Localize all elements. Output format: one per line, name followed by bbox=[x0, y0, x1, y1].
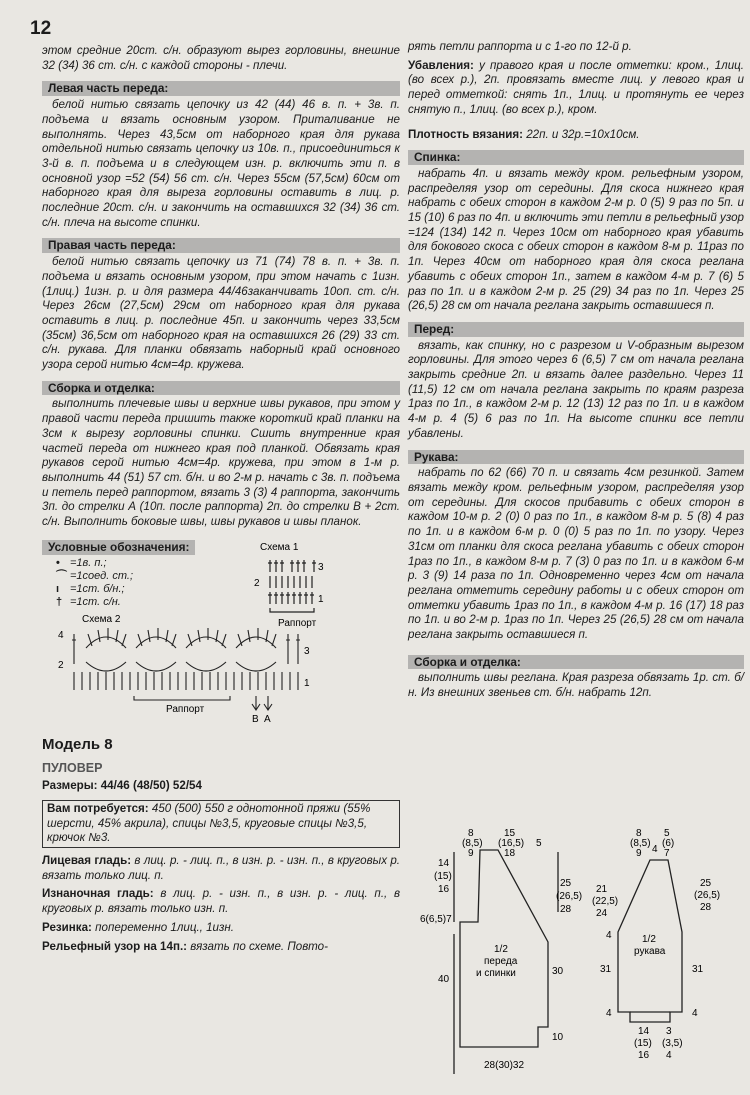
sleeve-bottom-a: 14 bbox=[638, 1026, 650, 1037]
page-number: 12 bbox=[30, 18, 52, 39]
legend-and-schemes bbox=[42, 534, 400, 734]
scheme-1-row-1: 1 bbox=[318, 593, 324, 605]
sleeve-bottom-a3: 16 bbox=[638, 1050, 650, 1061]
scheme-2-title: Схема 2 bbox=[82, 613, 121, 625]
sleeve-left-a: 21 bbox=[596, 884, 608, 895]
model-title: Модель 8 bbox=[42, 735, 113, 753]
body-right-c: 10 bbox=[552, 1032, 564, 1043]
scheme-2-row-4: 4 bbox=[58, 629, 64, 641]
sleeve-top-a3: 9 bbox=[636, 848, 642, 859]
term-text: в лиц. р. - лиц. п., в изн. р. - изн. п., в круговых р. вязать только лиц. п. bbox=[42, 854, 400, 882]
body-top-b3: 18 bbox=[504, 848, 516, 859]
intro-text: этом средние 20ст. с/н. образуют вырез горловины, внешние 32 (34) 36 ст. с/н. с каждой стороны - плечи. bbox=[42, 44, 400, 72]
sleeve-top-c3: 7 bbox=[664, 848, 670, 859]
sleeve-bottom-b3: 4 bbox=[666, 1050, 672, 1061]
legend-text: =1в. п.; bbox=[70, 556, 107, 569]
right-front-text: белой нитью связать цепочку из 71 (74) 78 в. п. + 3в. п. подъема и вязать основным узором, при этом начать с 1изн. (1лиц.) 1изн. р. и для размера 44/46заканчивать 10оп. ст. с/н. Через 26см (27,5см) 29см от наборного края для рукава оставить в лиц. р. последние 45п. и закончить через 33,5см (35см) 36,5см от наборного края на оставшихся 26 (29) 33 ст. с/н. рукава. Для планки обвязать наборный край основного узора серой нитью 4см=4р. кружева. bbox=[42, 255, 400, 372]
term-text: попеременно 1лиц., 1изн. bbox=[95, 920, 234, 934]
right-column bbox=[408, 40, 744, 705]
right-front-heading: Правая часть переда: bbox=[42, 238, 400, 253]
body-center-3: и спинки bbox=[476, 968, 516, 979]
legend-symbol: ⌒ bbox=[56, 569, 67, 582]
legend-symbol: † bbox=[56, 595, 63, 608]
term-item bbox=[42, 940, 400, 955]
left-front-text: белой нитью связать цепочку из 42 (44) 46 в. п. + 3в. п. подъема и вязать основным узором. Приталивание не выполнять. Через 43,5см от наборного края для рукава отдельной нитью связать цепочку из 10в. п., присоединиться к 3-й в. п. подъема и в следующем изн. р. включить эти п. в основной узор =52 (54) 56 ст. с/н. Через 55см (57,5см) 60см от наборного края для выреза горловины оставить в лиц. р. последние 20ст. с/н. и закончить на оставшихся 32 (34) 36 ст. с/н. плеча на высоте спинки. bbox=[42, 98, 400, 229]
sleeve-top-c: 5 bbox=[664, 828, 670, 839]
left-column bbox=[42, 44, 400, 958]
scheme-2-row-1: 1 bbox=[304, 677, 310, 689]
body-center-1: 1/2 bbox=[494, 944, 508, 955]
decreases-paragraph bbox=[408, 59, 744, 118]
legend-symbol: ı bbox=[56, 582, 60, 595]
sleeves-text: набрать по 62 (66) 70 п. и связать 4см резинкой. Затем вязать между кром. рельефным узором, распределяя узор от середины. Для скосов прибавить с обеих сторон в каждом 10-м р. 2 (0) 0 раз по 1п., в каждом 8-м р. 5 (8) 4 раз по 1п. и в каждом 6-м р. 0 (0) 5 раз по 1п. по узору. Через 31см от планки для скоса реглана убавить с обеих сторон 1раз по 1п., в каждом 8-м р. 7 (3) 0 раз по 1п. и в каждом 6-м р. 3 (9) 14 раза по 1п. Одновременно через 4см от начала реглана отметить середину работы и с обеих сторон от отметки убавить 1раз по 1п., в каждом 4-м р. 16 (17) 18 раз по 1п. и во 2-м р. 1раз по 1п. Через 25 (26,5) 28 см от начала реглана закрыть оставшиеся п. bbox=[408, 466, 744, 642]
legend-text: =1ст. с/н. bbox=[70, 595, 121, 608]
sleeve-pattern-diagram bbox=[592, 822, 742, 1084]
sleeve-right-c: 4 bbox=[692, 1008, 698, 1019]
materials-label: Вам потребуется: bbox=[47, 801, 149, 815]
scheme-2-repeat-label: Раппорт bbox=[166, 703, 205, 715]
body-left-a2: (15) bbox=[434, 871, 452, 882]
body-left-b: 6(6,5)7 bbox=[420, 914, 452, 925]
legend-text: =1ст. б/н.; bbox=[70, 582, 125, 595]
sleeve-right-b: 31 bbox=[692, 964, 704, 975]
scheme-2-arrow-b: B bbox=[252, 713, 259, 725]
scheme-1-row-2: 2 bbox=[254, 577, 260, 589]
sleeve-right-a: 25 bbox=[700, 878, 712, 889]
scheme-2-arrow-a: A bbox=[264, 713, 271, 725]
term-label: Резинка: bbox=[42, 920, 92, 934]
term-text: вязать по схеме. Повто- bbox=[190, 939, 328, 953]
scheme-2-row-3: 3 bbox=[304, 645, 310, 657]
body-left-c: 40 bbox=[438, 974, 450, 985]
body-right-a: 25 bbox=[560, 878, 572, 889]
body-bottom: 28(30)32 bbox=[484, 1060, 525, 1071]
decreases-text: у правого края и после отметки: кром., 1лиц. (во всех р.), 2п. провязать вместе лиц. у левого края и перед отметкой: снять 1п., 1лиц. и протянуть ее через снятую п., 1лиц. (во всех р.), кром. bbox=[408, 58, 744, 116]
sleeve-left-b: 4 bbox=[606, 930, 612, 941]
sleeve-top-c2: (6) bbox=[662, 838, 675, 849]
body-top-b: 15 bbox=[504, 828, 516, 839]
materials-text: 450 (500) 550 г однотонной пряжи (55% шерсти, 45% акрила), спицы №3,5, круговые спицы №3,5, крючок №3. bbox=[47, 801, 371, 845]
sleeve-top-a: 8 bbox=[636, 828, 642, 839]
term-label: Изнаночная гладь: bbox=[42, 887, 154, 901]
density-paragraph bbox=[408, 128, 744, 143]
assembly-heading: Сборка и отделка: bbox=[42, 381, 400, 396]
sleeve-left-d: 4 bbox=[606, 1008, 612, 1019]
materials-box bbox=[42, 800, 400, 848]
scheme-1-stitches bbox=[268, 560, 316, 612]
body-pattern-diagram bbox=[420, 822, 590, 1084]
sleeve-bottom-b: 3 bbox=[666, 1026, 672, 1037]
body-right-b: 30 bbox=[552, 966, 564, 977]
body-top-c: 5 bbox=[536, 838, 542, 849]
body-top-a3: 9 bbox=[468, 848, 474, 859]
scheme-1-title: Схема 1 bbox=[260, 541, 299, 553]
body-left-a3: 16 bbox=[438, 884, 450, 895]
term-label: Лицевая гладь: bbox=[42, 854, 132, 868]
final-assembly-heading: Сборка и отделка: bbox=[408, 655, 744, 670]
scheme-2-diagram bbox=[56, 612, 356, 732]
scheme-1-repeat-label: Раппорт bbox=[278, 617, 317, 629]
sleeve-bottom-a2: (15) bbox=[634, 1038, 652, 1049]
term-label: Рельефный узор на 14п.: bbox=[42, 939, 188, 953]
sleeve-top-a2: (8,5) bbox=[630, 838, 651, 849]
final-assembly-text: выполнить швы реглана. Края разреза обвязать 1р. ст. б/н. Из внешних звеньев ст. б/н. набрать 12п. bbox=[408, 671, 744, 700]
sleeve-bottom-b2: (3,5) bbox=[662, 1038, 683, 1049]
term-item bbox=[42, 887, 400, 916]
assembly-text: выполнить плечевые швы и верхние швы рукавов, при этом у правой части переда пришить также короткий край планки на 3см к вырезу горловины спинки. Сшить внутренние края частей переда от нижнего края под планкой. Обвязать края рукавов серой нитью 4см=4р. кружева, при этом в 1-м р. выполнить 44 (51) 57 ст. б/н. и во 2-м р. начать с 3в. п. подъема и петель перед раппортом, вязать 3 (3) 4 раппорта, закончить 3п. до стрелки А (10п. после раппорта) 2п. до стрелки В + 2ст. с/н. Выполнить боковые швы, швы рукавов и швы планок. bbox=[42, 397, 400, 529]
front-text: вязать, как спинку, но с разрезом и V-образным вырезом горловины. Для этого через 6 (6,5) 7 см от начала реглана закрыть средние 2п. и вязать далее раздельно. Через 11 (11,5) 12 см от начала реглана закрыть по краям разреза 1раз по 1п., в каждом 2-м р. 12 (13) 12 раз по 1п. и в каждом 4-м р. 4 (5) 6 раз по 1п. На высоте спинки все петли убавлены. bbox=[408, 338, 744, 440]
sleeve-right-a3: 28 bbox=[700, 902, 712, 913]
sleeve-right-a2: (26,5) bbox=[694, 890, 721, 901]
body-top-a: 8 bbox=[468, 828, 474, 839]
body-center-2: переда bbox=[484, 956, 518, 967]
scheme-2-row-2: 2 bbox=[58, 659, 64, 671]
sleeve-top-b: 4 bbox=[652, 844, 658, 855]
sleeve-left-c: 31 bbox=[600, 964, 612, 975]
body-right-a2: (26,5) bbox=[556, 891, 583, 902]
body-top-a2: (8,5) bbox=[462, 838, 483, 849]
legend-text: =1соед. ст.; bbox=[70, 569, 133, 582]
legend-heading: Условные обозначения: bbox=[42, 540, 195, 555]
model-name: ПУЛОВЕР bbox=[42, 760, 103, 775]
scheme-1-row-3: 3 bbox=[318, 561, 324, 573]
term-text: в лиц. р. - изн. п., в изн. р. - лиц. п., в круговых р. вязать только изн. п. bbox=[42, 887, 400, 916]
decreases-label: Убавления: bbox=[408, 58, 474, 72]
density-label: Плотность вязания: bbox=[408, 127, 523, 141]
body-left-a: 14 bbox=[438, 858, 450, 869]
scheme-2-stitches bbox=[72, 628, 300, 710]
body-top-b2: (16,5) bbox=[498, 838, 525, 849]
term-item bbox=[42, 854, 400, 883]
density-text: 22п. и 32р.=10х10см. bbox=[526, 127, 640, 141]
back-text: набрать 4п. и вязать между кром. рельефным узором, распределяя узор от середины. Для скоса нижнего края набрать с обеих сторон в каждом 2-м р. 0 (5) 9 раз по 5п. и 15 (10) 6 раз по 4п. и включить эти петли в рельефный узор =124 (134) 142 п. Через 10см от наборного края убавить для бокового скоса с обеих сторон в каждом 8-м р. 11раз по 1п. Через 40см от наборного края для скоса реглана убавить с обеих сторон 1п., затем в каждом 4-м р. 7 (6) 5 раз по 1п. и в каждом 2-м р. 25 (29) 34 раз по 1п. Через 25 (26,5) 28 см от начала реглана закрыть оставшиеся п. bbox=[408, 166, 744, 313]
sleeve-center-1: 1/2 bbox=[642, 934, 656, 945]
term-item bbox=[42, 921, 400, 936]
left-front-heading: Левая часть переда: bbox=[42, 81, 400, 96]
model-sizes: Размеры: 44/46 (48/50) 52/54 bbox=[42, 779, 202, 793]
legend-symbol: • bbox=[56, 556, 60, 569]
body-right-a3: 28 bbox=[560, 904, 572, 915]
sleeve-left-a3: 24 bbox=[596, 908, 608, 919]
sleeve-center-2: рукава bbox=[634, 946, 666, 957]
continuation-text: рять петли раппорта и с 1-го по 12-й р. bbox=[408, 40, 632, 53]
sleeves-heading: Рукава: bbox=[408, 450, 744, 465]
back-heading: Спинка: bbox=[408, 150, 744, 165]
front-heading: Перед: bbox=[408, 322, 744, 337]
sleeve-left-a2: (22,5) bbox=[592, 896, 619, 907]
